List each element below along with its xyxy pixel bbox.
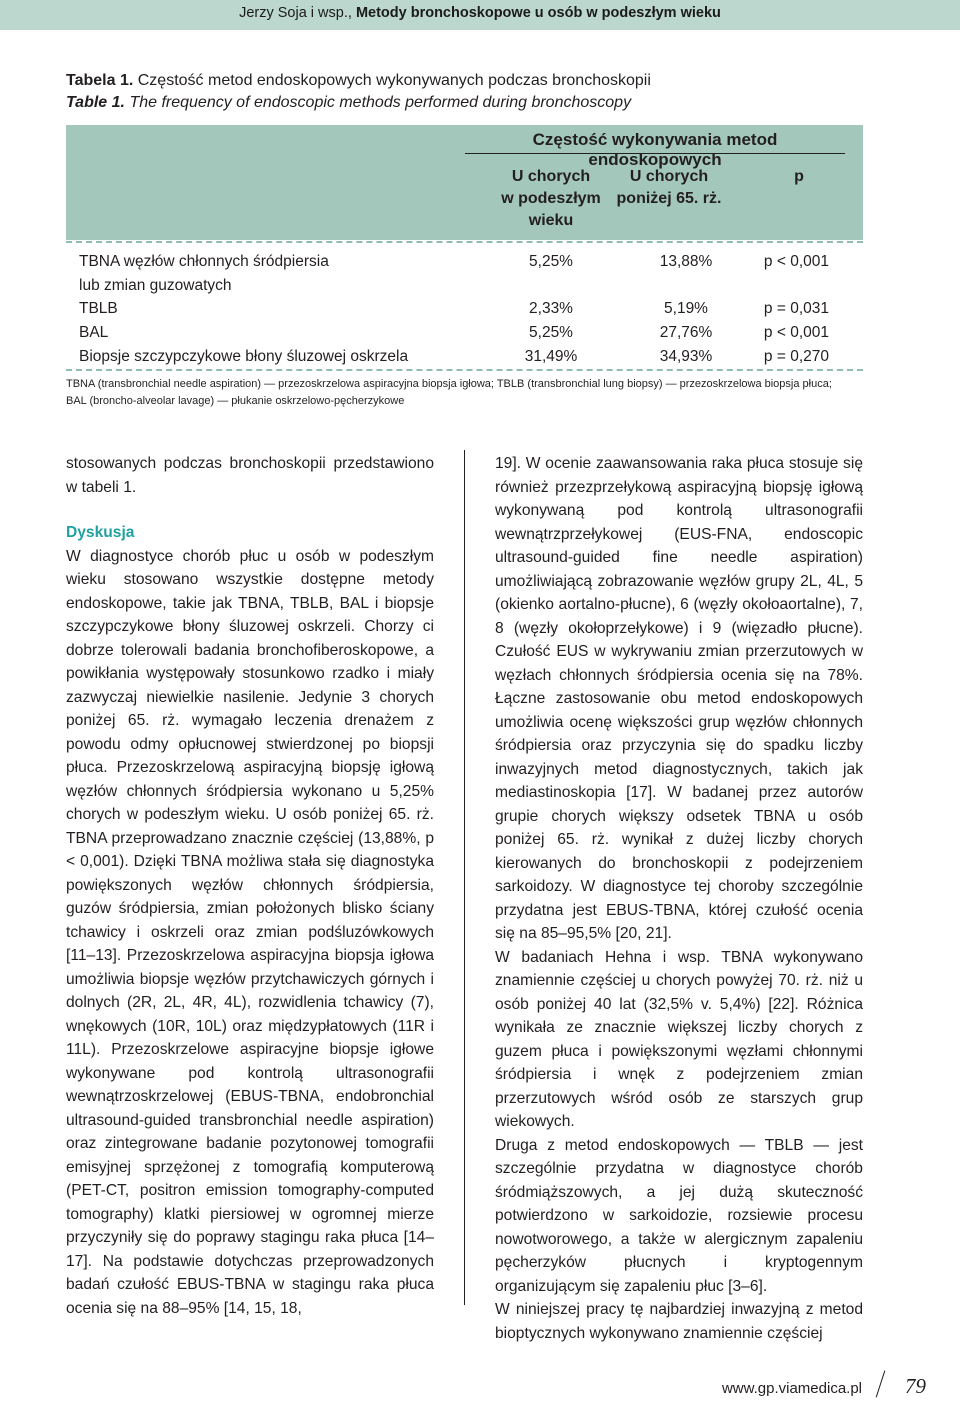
row-value-elderly: 5,25%	[529, 324, 573, 341]
row-label: TBNA węzłów chłonnych śródpiersia lub zmian guzowatych	[79, 253, 329, 294]
table-col-header-elderly: U chorych w podeszłym wieku	[501, 168, 601, 229]
table-footnote-line: TBNA (transbronchial needle aspiration) — przezoskrzelowa aspiracyjna biopsja igłowa; TBLB (transbronchial lung biopsy) — przezoskrzelowa biopsja płuca;	[66, 378, 832, 390]
page-number: 79	[905, 1374, 926, 1398]
row-label: TBLB	[79, 300, 118, 317]
footer-url: www.gp.viamedica.pl	[721, 1380, 862, 1397]
table-group-underline	[465, 153, 845, 154]
table-header-divider	[66, 241, 863, 243]
table-caption-pl-text: Częstość metod endoskopowych wykonywanych podczas bronchoskopii	[137, 72, 651, 89]
table-footnote-line: BAL (broncho-alveolar lavage) — płukanie oskrzelowo-pęcherzykowe	[66, 395, 405, 407]
table-row	[66, 297, 863, 321]
intro-paragraph: stosowanych podczas bronchoskopii przedstawiono w tabeli 1.	[66, 455, 434, 496]
row-value-under65: 13,88%	[659, 253, 713, 270]
row-p-value: p < 0,001	[763, 253, 829, 270]
table-row	[66, 250, 863, 300]
row-value-elderly: 2,33%	[529, 300, 573, 317]
row-value-under65: 34,93%	[659, 348, 713, 365]
body-paragraph: W diagnostyce chorób płuc u osób w podeszłym wieku stosowano wszystkie dostępne metody endoskopowe, takie jak TBNA, TBLB, BAL i biopsje szczypczykowe błony śluzowej oskrzeli. Chorzy ci dobrze tolerowali badania bronchofiberoskopowe, a powikłania występowały stosunkowo rzadko i miały zazwyczaj niewielkie nasilenie. Jedynie 3 chorych poniżej 65. rż. wymagało leczenia drenażem z powodu odmy opłucnowej stwierdzonej po biopsji płuca. Przezoskrzelową aspiracyjną biopsję igłową węzłów chłonnych śródpiersia wykonano u 5,25% chorych w podeszłym wieku. U osób poniżej 65. rż. TBNA przeprowadzano znacznie częściej (13,88%, p < 0,001). Dzięki TBNA możliwa stała się diagnostyka powiększonych węzłów chłonnych śródpiersia, guzów śródpiersia, zmian położonych blisko ściany tchawicy i oskrzeli oraz zmian podśluzówkowych [11–13]. Przezoskrzelowa aspiracyjna biopsja igłowa umożliwia biopsje węzłów przytchawiczych górnych i dolnych (2R, 2L, 4R, 4L), rozwidlenia tchawicy (7), wnękowych (10R, 10L) oraz międzypłatowych (11R i 11L). Przezoskrzelowe aspiracyjne biopsje igłowe wykonywane pod kontrolą ultrasonografii wewnątrzoskrzelowej (EBUS-TBNA, endobronchial ultrasound-guided transbronchial needle aspiration) oraz zintegrowane badanie pozytonowej tomografii emisyjnej sprzężonej z tomografią komputerową (PET-CT, positron emission tomography-computed tomography) klatki piersiowej w ogromnej mierze przyczyniły się do poprawy stagingu raka płuca [14–17]. Na podstawie dotychczas przeprowadzonych badań czułość EBUS-TBNA w stagingu raka płuca ocenia się na 88–95% [14, 15, 18,	[66, 547, 434, 1317]
table-col-header-p: p	[794, 168, 804, 185]
table-caption-en	[66, 94, 631, 112]
row-value-elderly: 31,49%	[524, 348, 578, 365]
table-caption-en-text: The frequency of endoscopic methods performed during bronchoscopy	[129, 94, 632, 111]
table-footnote	[66, 376, 863, 410]
running-header	[0, 5, 960, 21]
header-title: Metody bronchoskopowe u osób w podeszłym wieku	[355, 5, 721, 21]
row-label: Biopsje szczypczykowe błony śluzowej oskrzela	[79, 348, 409, 365]
footer-divider	[876, 1371, 886, 1398]
row-p-value: p < 0,001	[763, 324, 829, 341]
section-heading: Dyskusja	[66, 524, 135, 541]
row-p-value: p = 0,031	[763, 300, 829, 317]
table-row	[66, 321, 863, 345]
left-column	[66, 452, 434, 1320]
body-paragraph: 19]. W ocenie zaawansowania raka płuca stosuje się również przezprzełykową aspiracyjną biopsję igłową wykonywaną pod kontrolą ultrasonografii wewnątrzprzełykowej (EUS-FNA, endoscopic ultrasound-guided fine needle aspiration) umożliwiającą zobrazowanie węzłów grupy 2L, 4L, 5 (okienko aortalno-płucne), 6 (węzły okołoaortalne), 7, 8 (węzły okołoprzełykowe) i 9 (więzadło płucne). Czułość EUS w wykrywaniu zmian przerzutowych w węzłach chłonnych śródpiersia ocenia się na 78%. Łączne zastosowanie obu metod endoskopowych umożliwia ocenę większości grup węzłów chłonnych śródpiersia oraz przyczynia się do spadku liczby inwazyjnych metod diagnostycznych, takich jak mediastinoskopia [17]. W badanej przez autorów grupie chorych większy odsetek TBNA u osób poniżej 65. rż. wynikał z dużej liczby chorych kierowanych do bronchoskopii z podejrzeniem sarkoidozy. W diagnostyce tej choroby szczególnie przydatna jest EBUS-TBNA, której czułość ocenia się na 85–95,5% [20, 21].	[495, 455, 863, 942]
table-col-header-under65: U chorych poniżej 65. rż.	[616, 168, 722, 207]
body-paragraph: W niniejszej pracy tę najbardziej inwazyjną z metod bioptycznych wykonywano znamiennie częściej	[495, 1301, 863, 1342]
row-value-under65: 27,76%	[659, 324, 713, 341]
table-caption-pl	[66, 72, 651, 90]
body-paragraph: Druga z metod endoskopowych — TBLB — jest szczególnie przydatna w diagnostyce chorób śródmiąższowych, a jej dużą skuteczność potwierdzono w sarkoidozie, rozsiewie procesu nowotworowego, a także w alergicznym zapaleniu pęcherzyków płucnych i kryptogennym organizującym się zapaleniu płuc [3–6].	[495, 1136, 863, 1295]
right-column	[495, 452, 863, 1345]
table-group-header: Częstość wykonywania metod endoskopowych	[532, 130, 778, 169]
body-paragraph: W badaniach Hehna i wsp. TBNA wykonywano znamiennie częściej u chorych powyżej 70. rż. niż u osób poniżej 40 lat (32,5% v. 5,4%) [22]. Różnica wynikała ze znacznie większej liczby chorych z guzem płuca i powiększonymi węzłami chłonnymi śródpiersia i wnęk z podejrzeniem zmian przerzutowych wśród osób ze starszych grup wiekowych.	[495, 948, 863, 1130]
table-caption-en-label: Table 1.	[66, 94, 125, 111]
row-value-elderly: 5,25%	[529, 253, 573, 270]
table-caption-pl-label: Tabela 1.	[66, 72, 134, 89]
table-bottom-border	[66, 369, 863, 371]
table-row	[66, 345, 863, 369]
header-authors: Jerzy Soja i wsp.,	[239, 5, 352, 21]
row-value-under65: 5,19%	[664, 300, 708, 317]
row-p-value: p = 0,270	[763, 348, 829, 365]
row-label: BAL	[79, 324, 109, 341]
column-divider	[464, 450, 465, 1305]
